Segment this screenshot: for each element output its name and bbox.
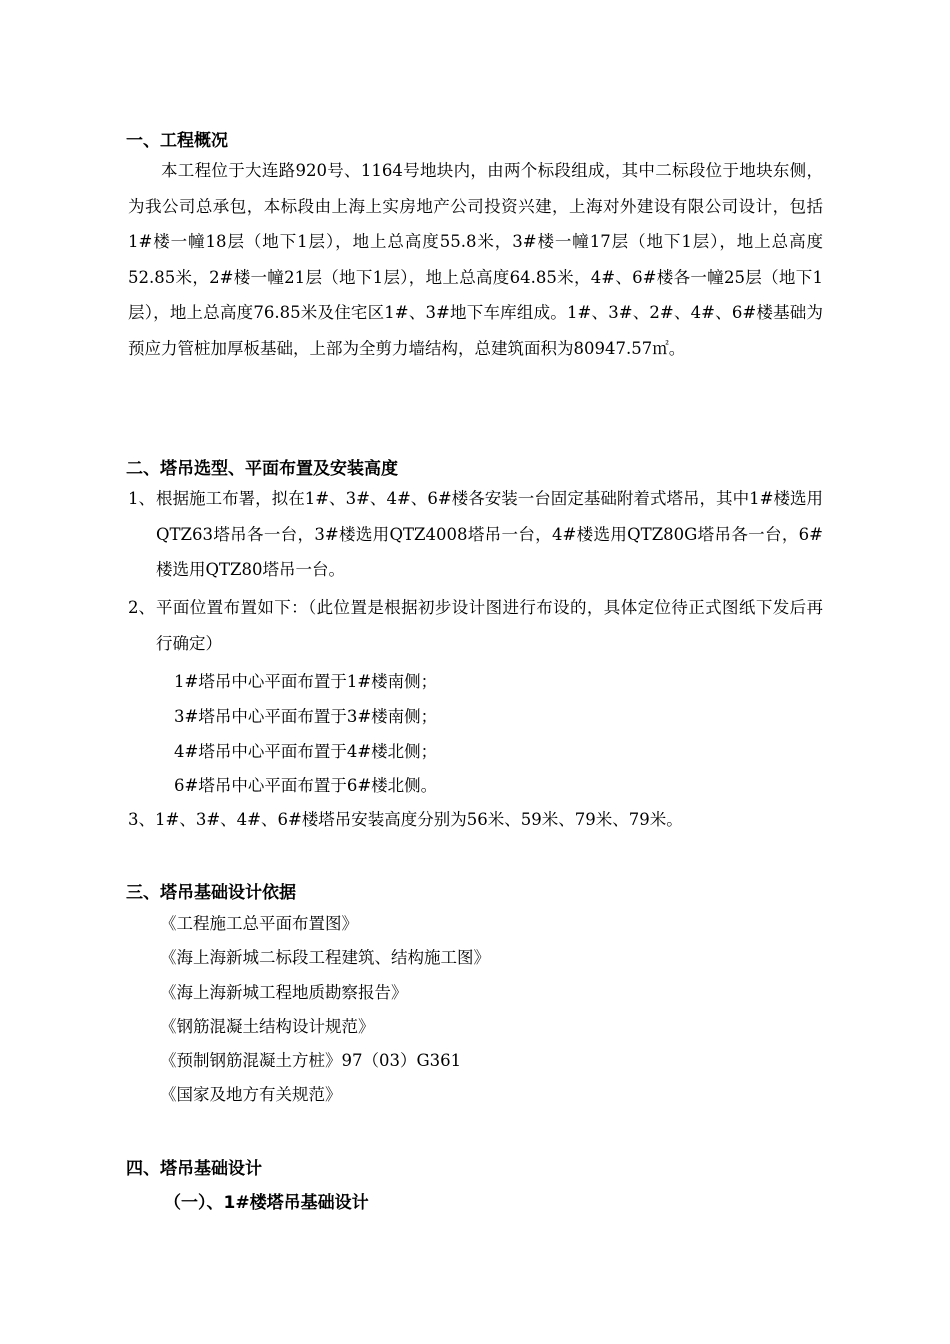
list-item-1	[128, 481, 823, 588]
section-heading-design-basis: 三、塔吊基础设计依据	[126, 883, 296, 903]
reference-item: 《海上海新城二标段工程建筑、结构施工图》	[160, 948, 490, 967]
position-line: 4#塔吊中心平面布置于4#楼北侧；	[174, 742, 438, 761]
section-heading-tower-crane-layout: 二、塔吊选型、平面布置及安装高度	[126, 459, 398, 479]
subsection-heading: （一）、1#楼塔吊基础设计	[164, 1193, 369, 1213]
position-line: 3#塔吊中心平面布置于3#楼南侧；	[174, 707, 438, 726]
section-heading-foundation-design: 四、塔吊基础设计	[126, 1159, 262, 1179]
list-number: 1、	[128, 489, 155, 508]
position-line: 1#塔吊中心平面布置于1#楼南侧；	[174, 672, 438, 691]
list-text: 根据施工布署，拟在1#、3#、4#、6#楼各安装一台固定基础附着式塔吊，其中1#楼选用QTZ63塔吊各一台，3#楼选用QTZ4008塔吊一台，4#楼选用QTZ80G塔吊各一台，6#楼选用QTZ80塔吊一台。	[156, 489, 823, 579]
reference-item: 《国家及地方有关规范》	[160, 1085, 342, 1104]
reference-item: 《海上海新城工程地质勘察报告》	[160, 983, 408, 1002]
overview-paragraph	[128, 153, 823, 366]
list-number: 2、	[128, 598, 155, 617]
section-heading-overview: 一、工程概况	[126, 131, 228, 151]
overview-text: 本工程位于大连路920号、1164号地块内，由两个标段组成，其中二标段位于地块东侧，为我公司总承包，本标段由上海上实房地产公司投资兴建，上海对外建设有限公司设计，包括1#楼一幢18层（地下1层），地上总高度55.8米，3#楼一幢17层（地下1层），地上总高度52.85米，2#楼一幢21层（地下1层），地上总高度64.85米，4#、6#楼各一幢25层（地下1层），地上总高度76.85米及住宅区1#、3#地下车库组成。1#、3#、2#、4#、6#楼基础为预应力管桩加厚板基础，上部为全剪力墙结构，总建筑面积为80947.57㎡。	[128, 161, 823, 358]
list-text: 平面位置布置如下：（此位置是根据初步设计图进行布设的，具体定位待正式图纸下发后再行确定）	[156, 598, 823, 653]
reference-item: 《工程施工总平面布置图》	[160, 914, 358, 933]
position-line: 6#塔吊中心平面布置于6#楼北侧。	[174, 776, 438, 795]
list-item-2	[128, 590, 823, 661]
reference-item: 《钢筋混凝土结构设计规范》	[160, 1017, 375, 1036]
list-item-3: 3、1#、3#、4#、6#楼塔吊安装高度分别为56米、59米、79米、79米。	[128, 810, 683, 829]
reference-item: 《预制钢筋混凝土方桩》97（03）G361	[160, 1051, 462, 1070]
